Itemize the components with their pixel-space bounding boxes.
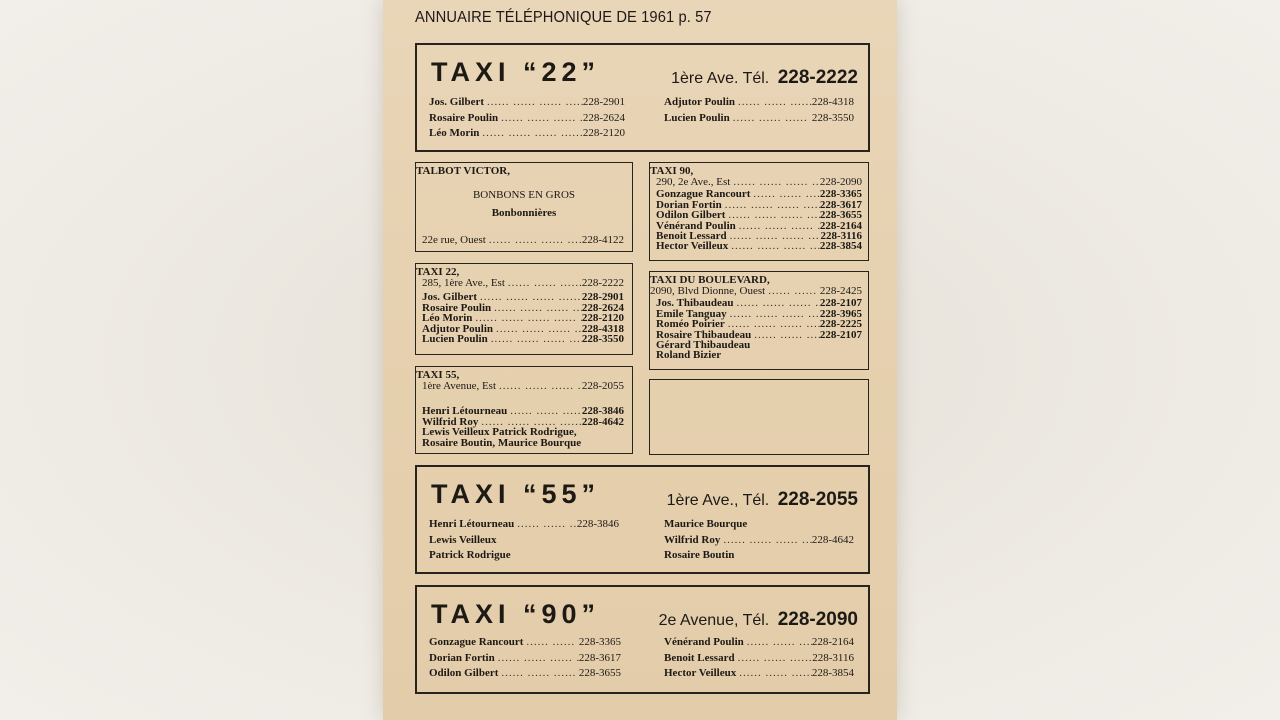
driver-name: Léo Morin xyxy=(422,312,473,325)
address-row xyxy=(650,286,862,296)
driver-names-line: Rosaire Boutin, Maurice Bourque xyxy=(422,436,582,449)
driver-phone: 228-3365 xyxy=(578,636,621,648)
driver-phone: 228-3846 xyxy=(576,518,619,530)
driver-row xyxy=(429,651,621,667)
driver-name: Benoit Lessard xyxy=(656,229,727,242)
driver-phone: 228-3116 xyxy=(820,229,862,242)
driver-list xyxy=(650,298,862,360)
address-phone: 228-4122 xyxy=(581,234,624,246)
driver-phone: 228-2120 xyxy=(581,312,624,325)
driver-name: Odilon Gilbert xyxy=(429,667,499,679)
driver-name: Emile Tanguay xyxy=(656,307,727,320)
driver-row xyxy=(422,313,624,323)
driver-name: Hector Veilleux xyxy=(664,667,737,679)
driver-name: Vénérand Poulin xyxy=(656,219,736,232)
driver-phone: 228-4318 xyxy=(811,96,854,108)
driver-phone: 228-3617 xyxy=(578,651,621,664)
driver-row xyxy=(664,651,854,667)
listing-header: TAXI DU BOULEVARD, xyxy=(650,274,770,286)
driver-name: Roméo Poirier xyxy=(656,318,725,331)
page-title: ANNUAIRE TÉLÉPHONIQUE DE 1961 p. 57 xyxy=(415,9,712,26)
driver-name: Dorian Fortin xyxy=(656,198,722,211)
driver-name: Jos. Thibaudeau xyxy=(656,297,734,310)
driver-name: Rosaire Poulin xyxy=(422,301,492,314)
address-phone: 228-2090 xyxy=(819,176,862,188)
driver-row xyxy=(429,666,621,682)
taxi-name: TAXI “55” xyxy=(431,479,601,509)
listing-header xyxy=(429,477,858,513)
listing-entries xyxy=(422,381,624,448)
address-row xyxy=(422,381,624,391)
driver-name: Henri Létourneau xyxy=(422,405,508,418)
driver-phone: 228-4642 xyxy=(581,415,624,428)
driver-row xyxy=(429,635,621,651)
listing-header xyxy=(429,597,858,633)
driver-row xyxy=(664,548,854,564)
driver-name: Gonzague Rancourt xyxy=(429,636,524,648)
driver-phone: 228-3365 xyxy=(819,188,862,201)
listing-entries xyxy=(656,177,862,252)
driver-row xyxy=(429,533,619,549)
driver-phone: 228-3617 xyxy=(819,198,862,211)
driver-name: Odilon Gilbert xyxy=(656,209,726,222)
driver-name: Vénérand Poulin xyxy=(664,636,744,648)
driver-name: Rosaire Boutin xyxy=(664,549,735,561)
driver-phone: 228-2120 xyxy=(582,127,625,139)
driver-column-left xyxy=(429,517,619,564)
driver-name: Adjutor Poulin xyxy=(422,322,494,335)
driver-column-right xyxy=(664,635,854,682)
driver-phone: 228-3846 xyxy=(581,405,624,418)
driver-row xyxy=(664,95,854,111)
taxi-address xyxy=(667,489,858,511)
address-text: 2e Avenue, Tél. xyxy=(658,612,770,629)
driver-row xyxy=(656,241,862,251)
driver-phone: 228-2624 xyxy=(581,301,624,314)
driver-phone: 228-2901 xyxy=(582,96,625,108)
driver-name: Henri Létourneau xyxy=(429,518,515,530)
listing-header xyxy=(429,55,858,91)
talbot-victor-listing xyxy=(415,162,633,252)
driver-name: Rosaire Poulin xyxy=(429,111,499,124)
taxi-90-listing xyxy=(415,585,870,694)
driver-phone: 228-3550 xyxy=(581,332,624,345)
taxi-90-small-listing xyxy=(649,162,869,261)
driver-phone: 228-3854 xyxy=(811,667,854,679)
driver-name: Jos. Gilbert xyxy=(429,96,484,108)
address-phone: 228-2425 xyxy=(819,285,862,297)
driver-row xyxy=(422,334,624,344)
address-phone: 228-2055 xyxy=(581,380,624,392)
driver-names-line: Roland Bizier xyxy=(656,349,722,362)
driver-row xyxy=(656,319,862,329)
driver-row xyxy=(664,666,854,682)
driver-row xyxy=(664,111,854,127)
driver-phone: 228-3655 xyxy=(578,667,621,679)
driver-phone: 228-2901 xyxy=(581,291,624,304)
driver-phone: 228-4318 xyxy=(581,322,624,335)
address-text: 2090, Blvd Dionne, Ouest xyxy=(650,285,766,297)
address-row xyxy=(422,235,624,245)
driver-name: Jos. Gilbert xyxy=(422,291,477,304)
directory-page xyxy=(383,0,897,720)
driver-name: Lucien Poulin xyxy=(422,332,488,345)
driver-name: Adjutor Poulin xyxy=(664,96,736,108)
driver-row xyxy=(429,95,625,111)
taxi-22-small-listing xyxy=(415,263,633,355)
listing-header: TAXI 55, xyxy=(416,369,460,381)
driver-name: Lucien Poulin xyxy=(664,111,730,124)
driver-row xyxy=(664,533,854,549)
driver-phone: 228-3965 xyxy=(819,307,862,320)
driver-row xyxy=(429,111,625,127)
taxi-address xyxy=(671,67,858,89)
driver-name: Lewis Veilleux xyxy=(429,533,497,546)
driver-column-left xyxy=(429,95,625,142)
main-phone: 228-2222 xyxy=(777,67,858,88)
driver-column-left xyxy=(429,635,621,682)
taxi-address xyxy=(659,609,858,631)
driver-phone: 228-2225 xyxy=(819,318,862,331)
listing-line: Bonbonnières xyxy=(491,207,557,219)
driver-name: Wilfrid Roy xyxy=(664,533,721,546)
taxi-55-listing xyxy=(415,465,870,574)
taxi-name: TAXI “22” xyxy=(431,57,601,87)
driver-names-line: Gérard Thibaudeau xyxy=(656,338,751,351)
address-row xyxy=(656,177,862,187)
address-row xyxy=(422,278,624,288)
listing-address xyxy=(422,235,624,245)
driver-name: Benoit Lessard xyxy=(664,651,735,664)
listing-line: BONBONS EN GROS xyxy=(472,189,576,201)
driver-phone: 228-2107 xyxy=(819,297,862,310)
driver-row xyxy=(429,126,625,142)
empty-listing-box xyxy=(649,379,869,455)
address-text: 1ère Avenue, Est xyxy=(422,380,497,392)
driver-phone: 228-2164 xyxy=(811,636,854,648)
driver-phone: 228-2164 xyxy=(819,219,862,232)
driver-row xyxy=(429,517,619,533)
listing-entries xyxy=(422,278,624,344)
driver-name: Maurice Bourque xyxy=(664,518,748,530)
driver-phone: 228-4642 xyxy=(811,533,854,546)
listing-header: TAXI 22, xyxy=(416,266,460,278)
driver-name: Rosaire Thibaudeau xyxy=(656,328,752,341)
driver-column-right xyxy=(664,517,854,564)
driver-name: Wilfrid Roy xyxy=(422,415,479,428)
taxi-name: TAXI “90” xyxy=(431,599,601,629)
driver-phone: 228-2107 xyxy=(819,328,862,341)
driver-name: Hector Veilleux xyxy=(656,240,729,253)
driver-name: Gonzague Rancourt xyxy=(656,188,751,201)
driver-row xyxy=(656,210,862,220)
driver-row xyxy=(664,635,854,651)
driver-row xyxy=(429,548,619,564)
driver-column-right xyxy=(664,95,854,126)
taxi-55-small-listing xyxy=(415,366,633,454)
driver-phone: 228-3655 xyxy=(819,209,862,222)
driver-name: Dorian Fortin xyxy=(429,651,495,664)
main-phone: 228-2055 xyxy=(777,489,858,510)
driver-names-line: Lewis Veilleux Patrick Rodrigue, xyxy=(422,426,577,439)
listing-entries xyxy=(650,286,862,361)
address-text: 285, 1ère Ave., Est xyxy=(422,277,505,289)
listing-header: TALBOT VICTOR, xyxy=(416,165,510,177)
driver-name: Léo Morin xyxy=(429,127,480,139)
driver-phone: 228-3854 xyxy=(819,240,862,253)
address-text: 22e rue, Ouest xyxy=(422,234,486,246)
address-text: 290, 2e Ave., Est xyxy=(656,176,731,188)
main-phone: 228-2090 xyxy=(777,609,858,630)
taxi-du-boulevard-listing xyxy=(649,271,869,370)
taxi-22-listing xyxy=(415,43,870,152)
driver-phone: 228-2624 xyxy=(582,111,625,124)
address-phone: 228-2222 xyxy=(581,277,624,289)
driver-name: Patrick Rodrigue xyxy=(429,549,511,561)
driver-phone: 228-3550 xyxy=(811,111,854,124)
listing-header: TAXI 90, xyxy=(650,165,694,177)
driver-phone: 228-3116 xyxy=(812,651,854,664)
address-text: 1ère Ave. Tél. xyxy=(671,70,770,87)
address-text: 1ère Ave., Tél. xyxy=(666,492,770,509)
driver-row xyxy=(664,517,854,533)
